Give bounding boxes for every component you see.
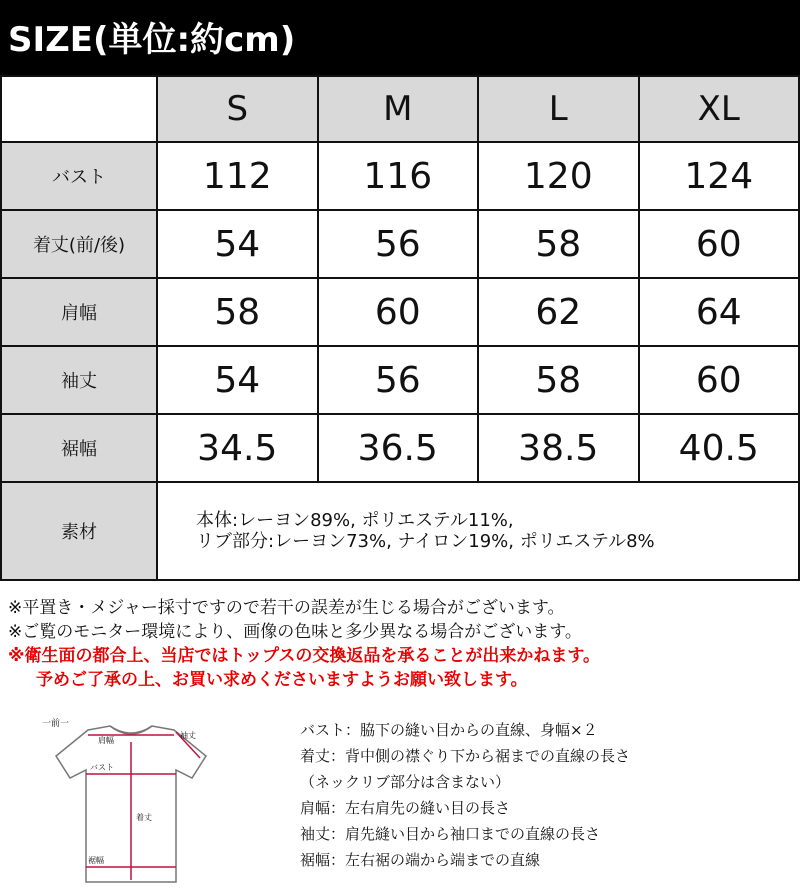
row-label-length: 着丈(前/後): [1, 210, 157, 278]
row-label-shoulder: 肩幅: [1, 278, 157, 346]
corner-cell: [1, 76, 157, 142]
diagram-length-label: 着丈: [136, 813, 152, 822]
table-cell: 116: [318, 142, 479, 210]
row-label-hem: 裾幅: [1, 414, 157, 482]
column-header-m: M: [318, 76, 479, 142]
definition-hem: 裾幅：左右裾の端から端までの直線: [300, 851, 541, 869]
table-cell: 58: [478, 346, 639, 414]
size-header: [0, 0, 800, 75]
table-row-material: [1, 482, 799, 580]
table-cell: 60: [318, 278, 479, 346]
definition-bust: バスト：脇下の縫い目からの直線、身幅×２: [300, 721, 598, 739]
table-row: [1, 278, 799, 346]
table-cell: 60: [639, 210, 800, 278]
size-table: [0, 75, 800, 581]
material-cell: [157, 482, 799, 580]
notes: [8, 596, 600, 692]
table-cell: 54: [157, 346, 318, 414]
definition-sleeve: 袖丈：肩先縫い目から袖口までの直線の長さ: [300, 825, 601, 843]
table-row: [1, 414, 799, 482]
definition-shoulder: 肩幅：左右肩先の縫い目の長さ: [300, 799, 511, 817]
table-row: [1, 346, 799, 414]
size-title: SIZE(単位:約cm): [8, 20, 296, 60]
table-cell: 112: [157, 142, 318, 210]
column-header-l: L: [478, 76, 639, 142]
note-measurement: ※平置き・メジャー採寸ですので若干の誤差が生じる場合がございます。: [8, 598, 565, 618]
table-cell: 54: [157, 210, 318, 278]
definition-length-note: （ネックリブ部分は含まない）: [300, 773, 511, 791]
diagram-shoulder-label: 肩幅: [98, 736, 114, 745]
table-cell: 36.5: [318, 414, 479, 482]
column-header-s: S: [157, 76, 318, 142]
table-cell: 34.5: [157, 414, 318, 482]
table-header-row: [1, 76, 799, 142]
table-cell: 120: [478, 142, 639, 210]
row-label-bust: バスト: [1, 142, 157, 210]
material-line-2: リブ部分:レーヨン73%, ナイロン19%, ポリエステル8%: [196, 531, 655, 552]
diagram-hem-label: 裾幅: [88, 856, 104, 865]
column-header-xl: XL: [639, 76, 800, 142]
material-line-1: 本体:レーヨン89%, ポリエステル11%,: [196, 510, 514, 531]
diagram-bust-label: バスト: [90, 763, 114, 772]
table-cell: 40.5: [639, 414, 800, 482]
measurement-definitions: [300, 717, 630, 873]
table-cell: 56: [318, 346, 479, 414]
row-label-material: 素材: [1, 482, 157, 580]
note-return-policy: ※衛生面の都合上、当店ではトップスの交換返品を承ることが出来かねます。: [8, 646, 600, 666]
table-cell: 64: [639, 278, 800, 346]
definition-length: 着丈：背中側の襟ぐり下から裾までの直線の長さ: [300, 747, 631, 765]
tshirt-diagram: [28, 712, 228, 887]
table-cell: 58: [157, 278, 318, 346]
table-cell: 124: [639, 142, 800, 210]
table-cell: 60: [639, 346, 800, 414]
table-row: [1, 210, 799, 278]
table-cell: 38.5: [478, 414, 639, 482]
row-label-sleeve: 袖丈: [1, 346, 157, 414]
table-cell: 58: [478, 210, 639, 278]
table-cell: 56: [318, 210, 479, 278]
note-monitor: ※ご覧のモニター環境により、画像の色味と多少異なる場合がございます。: [8, 622, 582, 642]
diagram-sleeve-label: 袖丈: [180, 731, 196, 740]
table-row: [1, 142, 799, 210]
note-return-policy-2: 予めご了承の上、お買い求めくださいますようお願い致します。: [36, 670, 528, 690]
table-cell: 62: [478, 278, 639, 346]
diagram-front-label: 一前一: [42, 719, 70, 729]
